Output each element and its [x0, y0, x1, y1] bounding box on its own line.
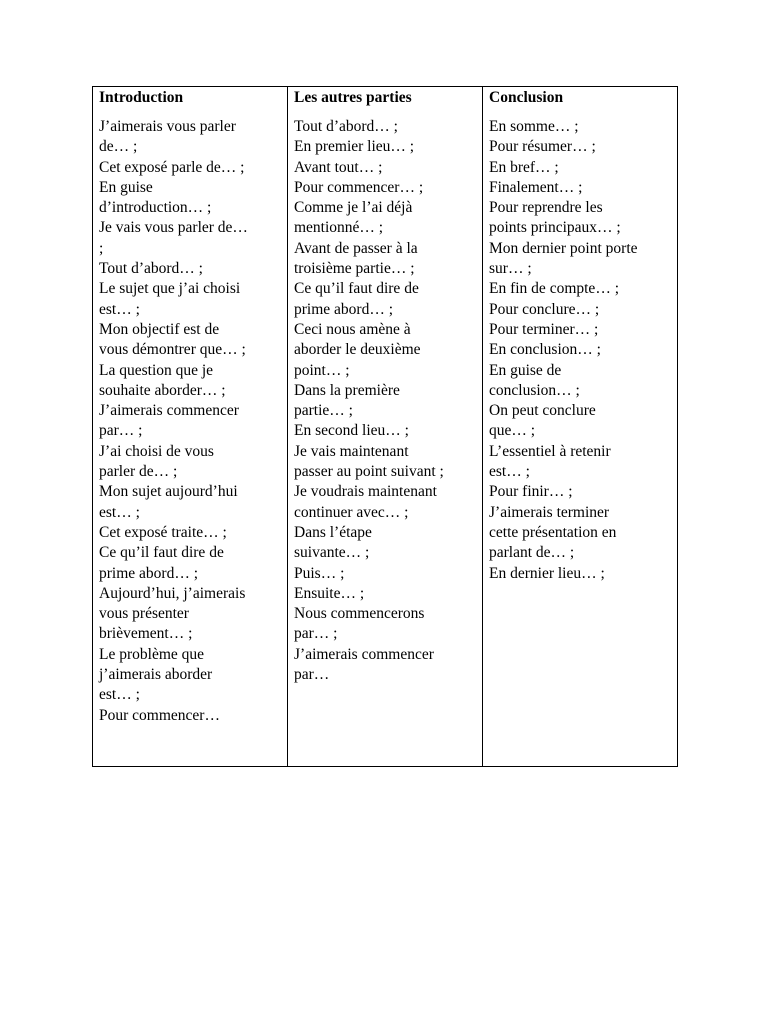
phrase-item: La question que je souhaite aborder… ; — [99, 361, 226, 399]
phrase-item: Tout d’abord… ; — [99, 260, 203, 278]
phrase-item: Cet exposé parle de… ; — [99, 158, 245, 176]
column-conclusion — [483, 87, 678, 767]
column-other-parts — [288, 87, 483, 767]
phrase-list — [294, 117, 477, 685]
phrase-item: J’aimerais vous parler de… ; — [99, 118, 236, 156]
phrase-item: J’aimerais commencer par… ; — [99, 402, 239, 440]
phrase-item: En second lieu… ; — [294, 422, 409, 440]
phrase-item: Mon objectif est de vous démontrer que… ; — [99, 320, 246, 359]
phrase-item: En fin de compte… ; — [489, 280, 619, 298]
phrase-item: Finalement… ; — [489, 178, 583, 196]
phrase-item: Je voudrais maintenant continuer avec… ; — [294, 483, 437, 521]
phrase-item: Avant de passer à la troisième partie… ; — [294, 239, 418, 278]
phrase-item: En dernier lieu… ; — [489, 564, 605, 582]
phrase-item: Mon dernier point porte sur… ; — [489, 239, 638, 278]
phrase-item: Dans l’étape suivante… ; — [294, 523, 372, 562]
phrase-item: Mon sujet aujourd’hui est… ; — [99, 483, 238, 521]
phrase-table — [92, 86, 678, 767]
phrase-item: Ceci nous amène à aborder le deuxième point… ; — [294, 320, 421, 379]
phrase-item: Ensuite… ; — [294, 584, 365, 602]
phrase-item: Pour conclure… ; — [489, 300, 600, 318]
phrase-item: Pour terminer… ; — [489, 320, 599, 338]
phrase-item: Nous commencerons par… ; — [294, 605, 425, 643]
phrase-item: Pour résumer… ; — [489, 138, 596, 156]
phrase-item: En conclusion… ; — [489, 341, 601, 359]
phrase-list — [489, 117, 672, 584]
phrase-item: J’ai choisi de vous parler de… ; — [99, 442, 214, 481]
phrase-item: Je vais maintenant passer au point suivant ; — [294, 442, 444, 481]
phrase-item: J’aimerais terminer cette présentation en parlant de… ; — [489, 503, 617, 562]
phrase-item: En guise de conclusion… ; — [489, 361, 580, 399]
column-introduction — [93, 87, 288, 767]
phrase-item: Comme je l’ai déjà mentionné… ; — [294, 199, 413, 237]
phrase-item: Le problème que j’aimerais aborder est… ; — [99, 645, 213, 704]
column-heading: Les autres parties — [294, 89, 412, 106]
phrase-item: Ce qu’il faut dire de prime abord… ; — [294, 280, 419, 318]
phrase-item: Avant tout… ; — [294, 158, 383, 176]
phrase-item: Pour reprendre les points principaux… ; — [489, 199, 621, 237]
table-row — [93, 87, 678, 767]
phrase-item: Aujourd’hui, j’aimerais vous présenter brièvement… ; — [99, 584, 246, 643]
column-heading: Introduction — [99, 89, 184, 106]
phrase-item: Je vais vous parler de… ; — [99, 219, 248, 257]
phrase-item: Pour commencer… ; — [294, 178, 424, 196]
phrase-item: L’essentiel à retenir est… ; — [489, 442, 611, 481]
phrase-list — [99, 117, 282, 726]
phrase-item: Puis… ; — [294, 564, 345, 582]
phrase-item: En bref… ; — [489, 158, 559, 176]
phrase-item: Le sujet que j’ai choisi est… ; — [99, 280, 241, 318]
phrase-item: Tout d’abord… ; — [294, 118, 398, 135]
phrase-item: Pour commencer… — [99, 706, 220, 724]
phrase-item: Cet exposé traite… ; — [99, 523, 227, 541]
phrase-item: Dans la première partie… ; — [294, 381, 400, 420]
phrase-item: Ce qu’il faut dire de prime abord… ; — [99, 544, 224, 582]
phrase-item: En somme… ; — [489, 118, 579, 135]
phrase-item: J’aimerais commencer par… — [294, 645, 434, 684]
phrase-item: En premier lieu… ; — [294, 138, 415, 156]
phrase-item: On peut conclure que… ; — [489, 402, 596, 440]
column-heading: Conclusion — [489, 89, 564, 106]
phrase-item: Pour finir… ; — [489, 483, 573, 501]
phrase-item: En guise d’introduction… ; — [99, 178, 212, 217]
